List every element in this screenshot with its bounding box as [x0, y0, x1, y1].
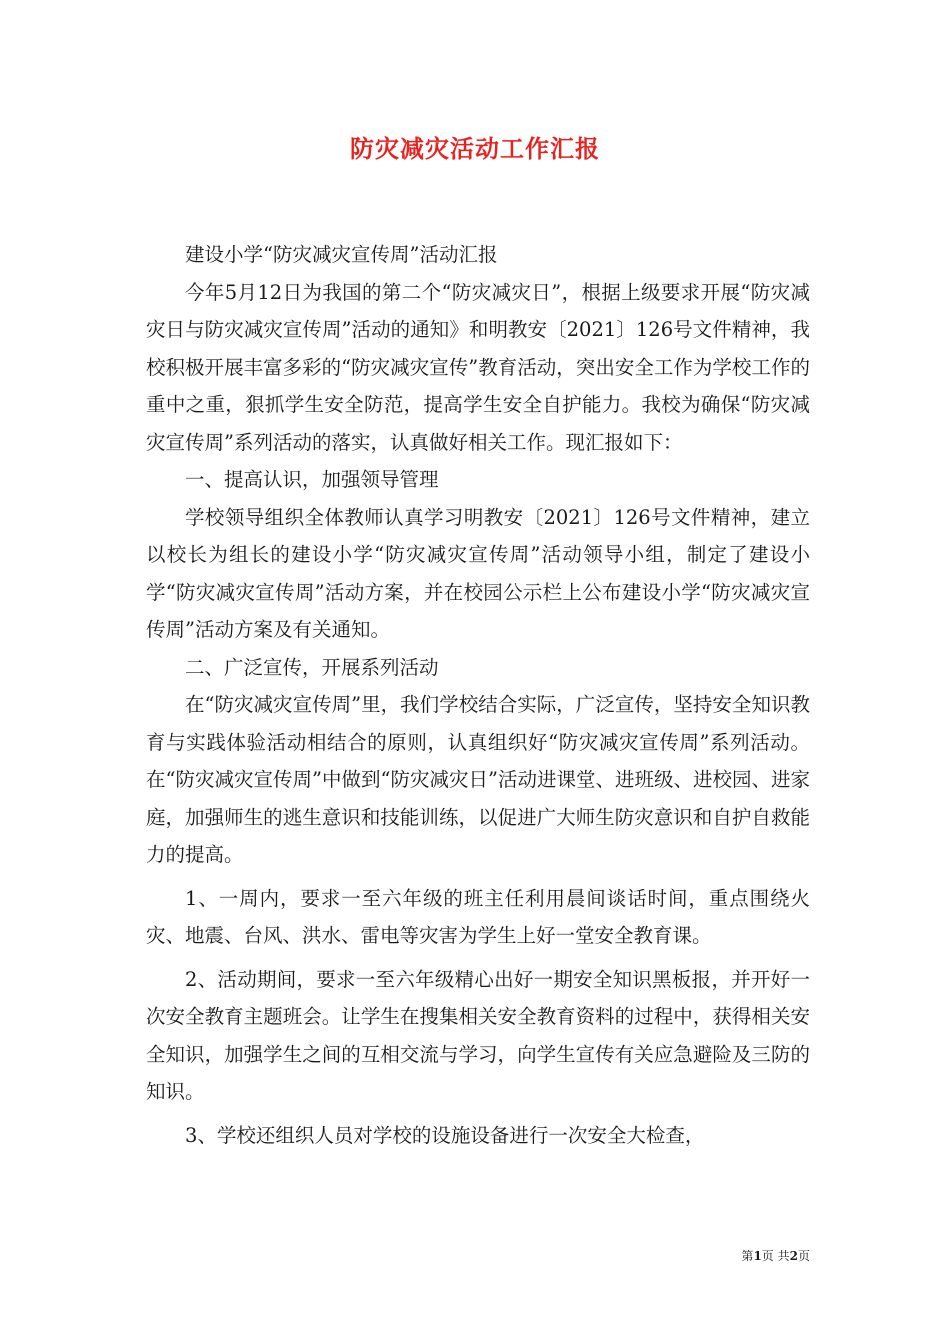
list-item-3: 3、学校还组织人员对学校的设施设备进行一次安全大检查，: [185, 1123, 705, 1147]
section-1-paragraph: 学校领导组织全体教师认真学习明教安〔2021〕126号文件精神，建立以校长为组长的建设小学“防灾减灾宣传周”活动领导小组，制定了建设小学“防灾减灾宣传周”活动方案，并在校园公示栏上公布建设小学“防灾减灾宣传周”活动方案及有关通知。: [146, 505, 810, 641]
footer-suffix: 页: [797, 1249, 810, 1263]
footer-current-page: 1: [753, 1249, 762, 1263]
section-heading-2: 二、广泛宣传，开展系列活动: [185, 655, 439, 679]
report-subtitle: 建设小学“防灾减灾宣传周”活动汇报: [185, 243, 498, 266]
section-2-paragraph: 在“防灾减灾宣传周”里，我们学校结合实际，广泛宣传，坚持安全知识教育与实践体验活动相结合的原则，认真组织好“防灾减灾宣传周”系列活动。在“防灾减灾宣传周”中做到“防灾减灾日”活动进课堂、进班级、进校园、进家庭，加强师生的逃生意识和技能训练，以促进广大师生防灾意识和自护自救能力的提高。: [146, 693, 810, 866]
page-number-footer: [690, 1248, 810, 1264]
list-item-1: 1、一周内，要求一至六年级的班主任利用晨间谈话时间，重点围绕火灾、地震、台风、洪水、雷电等灾害为学生上好一堂安全教育课。: [146, 886, 810, 947]
list-item-2: 2、活动期间，要求一至六年级精心出好一期安全知识黑板报，并开好一次安全教育主题班会。让学生在搜集相关安全教育资料的过程中，获得相关安全知识，加强学生之间的互相交流与学习，向学生宣传有关应急避险及三防的知识。: [146, 967, 810, 1103]
document-body: [146, 236, 810, 1154]
footer-prefix: 第: [741, 1249, 754, 1263]
footer-middle: 页 共: [761, 1249, 790, 1263]
footer-total-pages: 2: [789, 1249, 798, 1263]
intro-paragraph: 今年5月12日为我国的第二个“防灾减灾日”，根据上级要求开展“防灾减灾日与防灾减灾宣传周”活动的通知》和明教安〔2021〕126号文件精神，我校积极开展丰富多彩的“防灾减灾宣传”教育活动，突出安全工作为学校工作的重中之重，狠抓学生安全防范，提高学生安全自护能力。我校为确保“防灾减灾宣传周”系列活动的落实，认真做好相关工作。现汇报如下：: [146, 280, 810, 454]
document-title: 防灾减灾活动工作汇报: [350, 134, 600, 163]
section-heading-1: 一、提高认识，加强领导管理: [185, 468, 439, 491]
